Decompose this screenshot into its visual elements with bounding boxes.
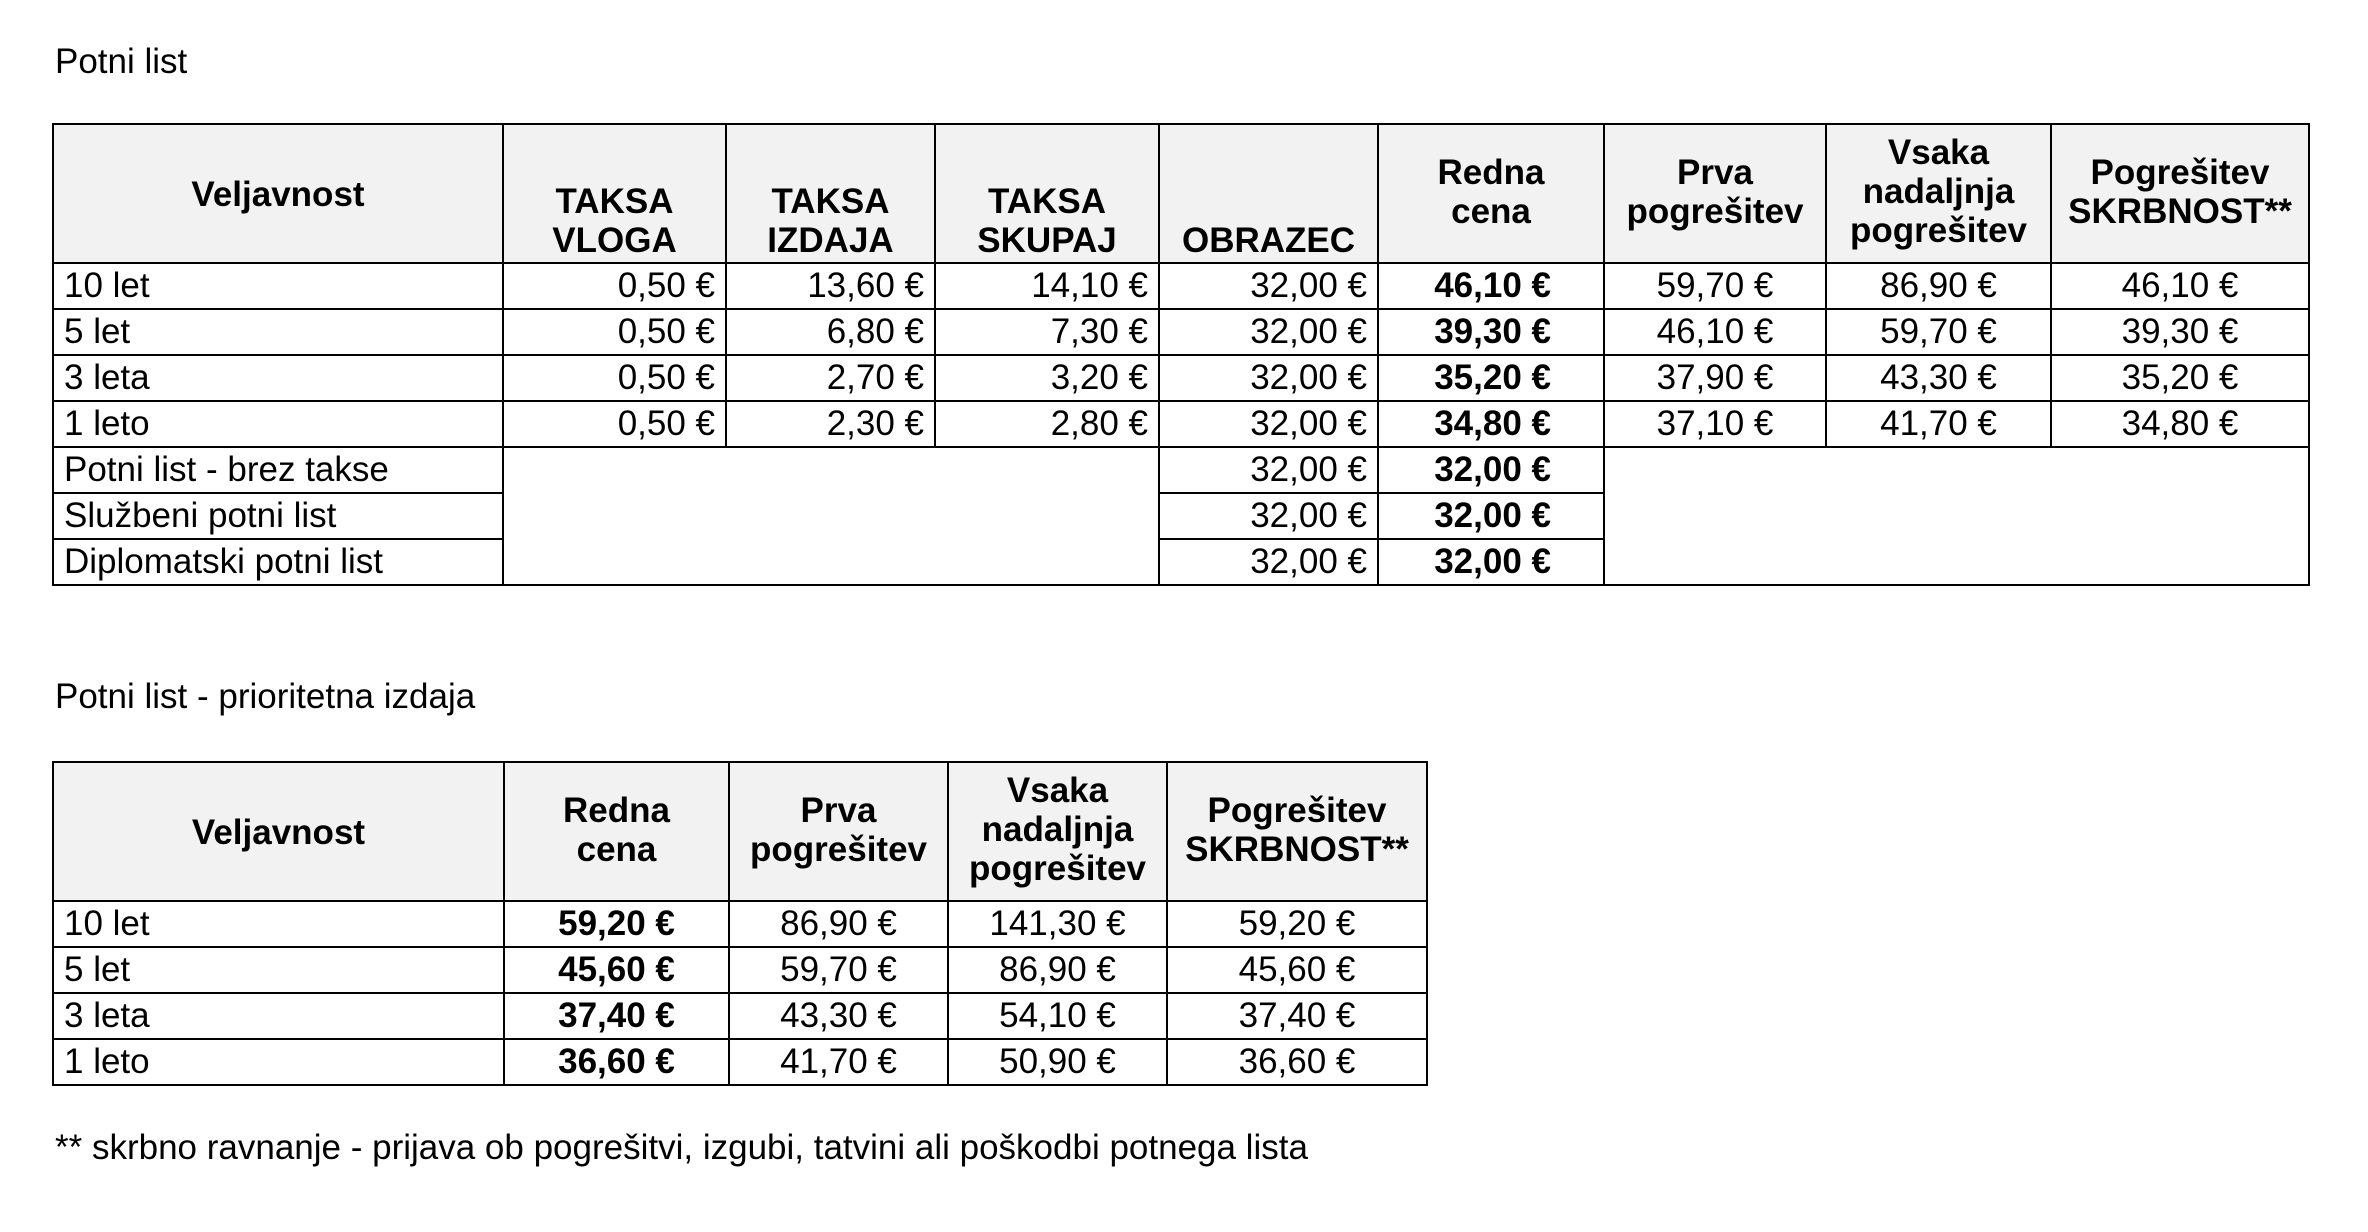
header-taksa-vloga [503, 124, 726, 263]
row-label: Službeni potni list [53, 493, 503, 539]
header-prva-pogresitev [1604, 124, 1826, 263]
cell-prva-pogresitev: 43,30 € [729, 993, 948, 1039]
row-label: Potni list - brez takse [53, 447, 503, 493]
header-vsaka-nadaljnja [1826, 124, 2051, 263]
header-line: TAKSA [988, 182, 1106, 221]
cell-skrbnost: 34,80 € [2051, 401, 2309, 447]
cell-redna-cena: 37,40 € [504, 993, 729, 1039]
header-line: TAKSA [771, 182, 890, 221]
row-label: 5 let [53, 309, 503, 355]
header-line: VLOGA [552, 221, 677, 260]
cell-redna-cena: 32,00 € [1378, 493, 1604, 539]
header-vsaka-nadaljnja [948, 762, 1167, 901]
empty-merged-cell [1604, 447, 2309, 585]
cell-redna-cena: 35,20 € [1378, 355, 1604, 401]
cell-vsaka-nadaljnja: 50,90 € [948, 1039, 1167, 1085]
cell-skrbnost: 46,10 € [2051, 263, 2309, 309]
header-taksa-skupaj [935, 124, 1159, 263]
header-line: Redna [563, 791, 670, 830]
row-label: 1 leto [53, 401, 503, 447]
cell-taksa-vloga: 0,50 € [503, 309, 726, 355]
header-line: SKRBNOST** [2068, 192, 2292, 231]
cell-prva-pogresitev: 46,10 € [1604, 309, 1826, 355]
cell-obrazec: 32,00 € [1159, 447, 1378, 493]
cell-prva-pogresitev: 59,70 € [729, 947, 948, 993]
row-label: 3 leta [53, 355, 503, 401]
header-obrazec [1159, 124, 1378, 263]
cell-obrazec: 32,00 € [1159, 355, 1378, 401]
header-text: Veljavnost [191, 175, 365, 214]
cell-skrbnost: 35,20 € [2051, 355, 2309, 401]
header-line: nadaljnja [1862, 172, 2015, 211]
cell-redna-cena: 59,20 € [504, 901, 729, 947]
header-line: cena [1451, 192, 1531, 231]
header-line: pogrešitev [1626, 192, 1804, 231]
header-prva-pogresitev [729, 762, 948, 901]
cell-prva-pogresitev: 41,70 € [729, 1039, 948, 1085]
header-redna-cena [1378, 124, 1604, 263]
cell-taksa-skupaj: 14,10 € [935, 263, 1159, 309]
header-line: Redna [1437, 153, 1545, 192]
header-line: pogrešitev [1850, 211, 2027, 250]
cell-obrazec: 32,00 € [1159, 493, 1378, 539]
row-label: 1 leto [53, 1039, 504, 1085]
table-row [53, 947, 1427, 993]
cell-taksa-vloga: 0,50 € [503, 263, 726, 309]
price-table-potni-list [52, 123, 2310, 586]
cell-vsaka-nadaljnja: 54,10 € [948, 993, 1167, 1039]
cell-taksa-vloga: 0,50 € [503, 355, 726, 401]
table-header-row [53, 762, 1427, 901]
table-row [53, 263, 2309, 309]
table-row [53, 401, 2309, 447]
table-row [53, 993, 1427, 1039]
price-table-prioritetna-izdaja [52, 761, 1428, 1086]
header-line: OBRAZEC [1181, 221, 1356, 260]
empty-merged-cell [503, 447, 1159, 585]
cell-vsaka-nadaljnja: 141,30 € [948, 901, 1167, 947]
row-label: 3 leta [53, 993, 504, 1039]
header-line: SKRBNOST** [1185, 830, 1409, 869]
cell-redna-cena: 46,10 € [1378, 263, 1604, 309]
header-line: SKUPAJ [977, 221, 1117, 260]
header-redna-cena [504, 762, 729, 901]
cell-vsaka-nadaljnja: 41,70 € [1826, 401, 2051, 447]
cell-taksa-izdaja: 13,60 € [726, 263, 935, 309]
table-row [53, 309, 2309, 355]
section-title-prioritetna-izdaja: Potni list - prioritetna izdaja [55, 677, 476, 716]
cell-redna-cena: 34,80 € [1378, 401, 1604, 447]
table-row [53, 1039, 1427, 1085]
cell-vsaka-nadaljnja: 43,30 € [1826, 355, 2051, 401]
cell-prva-pogresitev: 86,90 € [729, 901, 948, 947]
cell-taksa-izdaja: 2,30 € [726, 401, 935, 447]
header-line: cena [576, 830, 657, 869]
cell-obrazec: 32,00 € [1159, 539, 1378, 585]
table-row [53, 355, 2309, 401]
cell-prva-pogresitev: 59,70 € [1604, 263, 1826, 309]
header-line: Prva [800, 791, 877, 830]
header-line: TAKSA [555, 182, 674, 221]
cell-skrbnost: 59,20 € [1167, 901, 1427, 947]
header-line: Pogrešitev [1207, 791, 1387, 830]
header-line: Prva [1677, 153, 1753, 192]
section-title-potni-list: Potni list [55, 42, 188, 81]
cell-vsaka-nadaljnja: 86,90 € [1826, 263, 2051, 309]
header-text: Veljavnost [191, 813, 366, 852]
row-label: Diplomatski potni list [53, 539, 503, 585]
header-skrbnost [1167, 762, 1427, 901]
cell-vsaka-nadaljnja: 59,70 € [1826, 309, 2051, 355]
cell-redna-cena: 36,60 € [504, 1039, 729, 1085]
cell-skrbnost: 36,60 € [1167, 1039, 1427, 1085]
header-line: Vsaka [1887, 133, 1990, 172]
table-row [53, 901, 1427, 947]
header-veljavnost [53, 762, 504, 901]
cell-obrazec: 32,00 € [1159, 401, 1378, 447]
row-label: 5 let [53, 947, 504, 993]
header-line: pogrešitev [969, 849, 1146, 888]
row-label: 10 let [53, 263, 503, 309]
cell-obrazec: 32,00 € [1159, 263, 1378, 309]
header-line: pogrešitev [750, 830, 927, 869]
row-label: 10 let [53, 901, 504, 947]
cell-skrbnost: 37,40 € [1167, 993, 1427, 1039]
cell-redna-cena: 45,60 € [504, 947, 729, 993]
header-line: nadaljnja [981, 810, 1134, 849]
header-skrbnost [2051, 124, 2309, 263]
cell-taksa-izdaja: 2,70 € [726, 355, 935, 401]
header-taksa-izdaja [726, 124, 935, 263]
cell-obrazec: 32,00 € [1159, 309, 1378, 355]
table-row [53, 447, 2309, 493]
header-line: Pogrešitev [2090, 153, 2270, 192]
cell-taksa-skupaj: 2,80 € [935, 401, 1159, 447]
cell-taksa-skupaj: 3,20 € [935, 355, 1159, 401]
header-line: IZDAJA [767, 221, 894, 260]
footnote: ** skrbno ravnanje - prijava ob pogrešitvi, izgubi, tatvini ali poškodbi potnega lista [55, 1128, 1308, 1167]
cell-taksa-izdaja: 6,80 € [726, 309, 935, 355]
cell-redna-cena: 39,30 € [1378, 309, 1604, 355]
cell-skrbnost: 39,30 € [2051, 309, 2309, 355]
header-veljavnost [53, 124, 503, 263]
cell-vsaka-nadaljnja: 86,90 € [948, 947, 1167, 993]
cell-taksa-vloga: 0,50 € [503, 401, 726, 447]
cell-prva-pogresitev: 37,90 € [1604, 355, 1826, 401]
table-header-row [53, 124, 2309, 263]
cell-skrbnost: 45,60 € [1167, 947, 1427, 993]
cell-taksa-skupaj: 7,30 € [935, 309, 1159, 355]
cell-redna-cena: 32,00 € [1378, 539, 1604, 585]
cell-prva-pogresitev: 37,10 € [1604, 401, 1826, 447]
cell-redna-cena: 32,00 € [1378, 447, 1604, 493]
header-line: Vsaka [1006, 771, 1109, 810]
